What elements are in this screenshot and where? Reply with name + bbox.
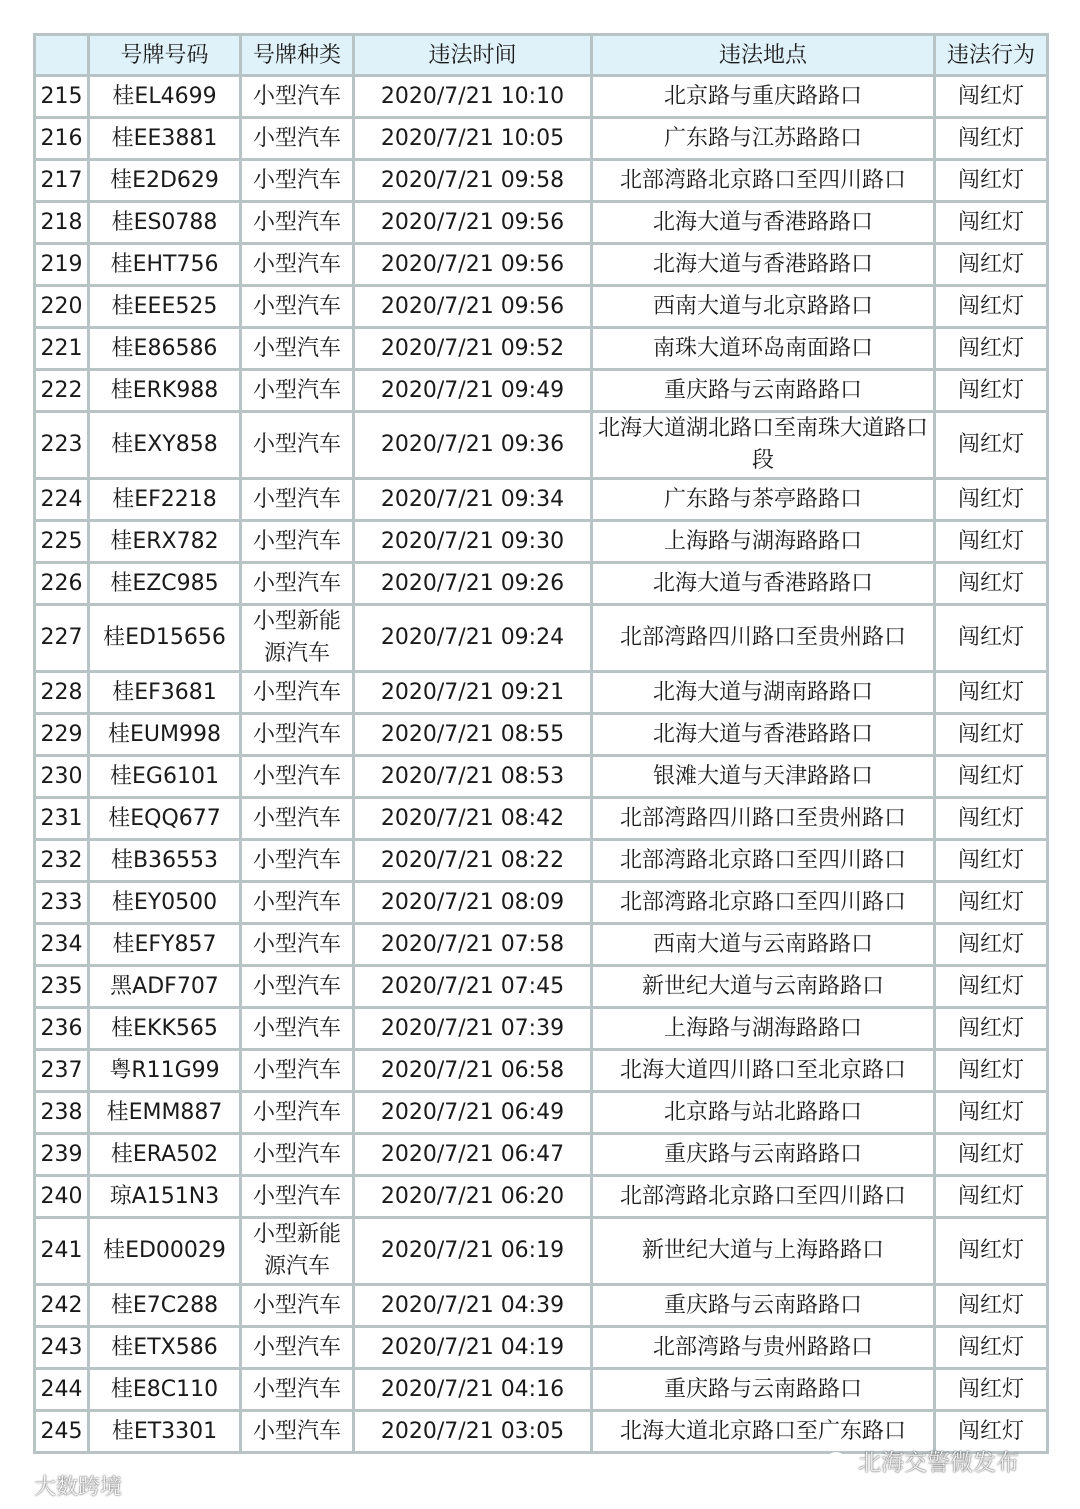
cell-violation-location: 北海大道与湖南路路口 — [592, 672, 935, 714]
cell-violation-location: 广东路与江苏路路口 — [592, 118, 935, 160]
cell-violation-time: 2020/7/21 08:09 — [354, 882, 592, 924]
cell-seq: 216 — [35, 118, 89, 160]
cell-seq: 239 — [35, 1134, 89, 1176]
cell-violation-location: 新世纪大道与云南路路口 — [592, 966, 935, 1008]
cell-plate-type: 小型汽车 — [241, 370, 354, 412]
cell-violation-behavior: 闯红灯 — [935, 412, 1048, 479]
table-body — [35, 76, 1048, 1453]
cell-plate-number: 桂ERK988 — [89, 370, 241, 412]
cell-violation-behavior: 闯红灯 — [935, 370, 1048, 412]
cell-seq: 225 — [35, 521, 89, 563]
cell-plate-number: 桂EMM887 — [89, 1092, 241, 1134]
header-violation-time: 违法时间 — [354, 35, 592, 76]
cell-seq: 230 — [35, 756, 89, 798]
cell-plate-type: 小型汽车 — [241, 1176, 354, 1218]
cell-violation-time: 2020/7/21 10:05 — [354, 118, 592, 160]
cell-plate-type: 小型汽车 — [241, 1285, 354, 1327]
table-row — [35, 160, 1048, 202]
cell-seq: 235 — [35, 966, 89, 1008]
table-row — [35, 1285, 1048, 1327]
cell-violation-time: 2020/7/21 03:05 — [354, 1411, 592, 1453]
cell-plate-number: 桂ERX782 — [89, 521, 241, 563]
cell-plate-type: 小型新能源汽车 — [241, 605, 354, 672]
cell-violation-location: 北部湾路北京路口至四川路口 — [592, 1176, 935, 1218]
cell-plate-type: 小型汽车 — [241, 882, 354, 924]
table-row — [35, 244, 1048, 286]
cell-violation-time: 2020/7/21 09:52 — [354, 328, 592, 370]
cell-violation-behavior: 闯红灯 — [935, 1369, 1048, 1411]
header-violation-behavior: 违法行为 — [935, 35, 1048, 76]
cell-violation-location: 南珠大道环岛南面路口 — [592, 328, 935, 370]
cell-violation-time: 2020/7/21 06:58 — [354, 1050, 592, 1092]
watermark-right-text: 北海交警微发布 — [858, 1450, 1019, 1476]
cell-violation-time: 2020/7/21 06:49 — [354, 1092, 592, 1134]
table-row — [35, 966, 1048, 1008]
table-row — [35, 714, 1048, 756]
cell-violation-time: 2020/7/21 09:36 — [354, 412, 592, 479]
cell-violation-behavior: 闯红灯 — [935, 1092, 1048, 1134]
cell-violation-location: 北部湾路与贵州路路口 — [592, 1327, 935, 1369]
cell-plate-number: 桂EXY858 — [89, 412, 241, 479]
violation-table — [33, 33, 1049, 1454]
cell-seq: 241 — [35, 1218, 89, 1285]
cell-plate-number: 桂E86586 — [89, 328, 241, 370]
cell-violation-time: 2020/7/21 04:39 — [354, 1285, 592, 1327]
table-row — [35, 563, 1048, 605]
cell-violation-location: 上海路与湖海路路口 — [592, 1008, 935, 1050]
cell-violation-time: 2020/7/21 09:26 — [354, 563, 592, 605]
cell-plate-number: 桂ES0788 — [89, 202, 241, 244]
cell-violation-location: 重庆路与云南路路口 — [592, 1369, 935, 1411]
cell-violation-behavior: 闯红灯 — [935, 202, 1048, 244]
table-row — [35, 672, 1048, 714]
cell-plate-type: 小型汽车 — [241, 412, 354, 479]
cell-plate-type: 小型汽车 — [241, 76, 354, 118]
cell-seq: 224 — [35, 479, 89, 521]
cell-plate-type: 小型汽车 — [241, 1369, 354, 1411]
cell-violation-location: 上海路与湖海路路口 — [592, 521, 935, 563]
cell-violation-time: 2020/7/21 06:47 — [354, 1134, 592, 1176]
cell-violation-behavior: 闯红灯 — [935, 1008, 1048, 1050]
cell-plate-type: 小型汽车 — [241, 1050, 354, 1092]
cell-plate-number: 桂E7C288 — [89, 1285, 241, 1327]
cell-seq: 236 — [35, 1008, 89, 1050]
cell-plate-type: 小型汽车 — [241, 160, 354, 202]
cell-violation-behavior: 闯红灯 — [935, 1218, 1048, 1285]
logo-icon — [4, 1475, 30, 1497]
cell-plate-number: 桂ET3301 — [89, 1411, 241, 1453]
cell-violation-behavior: 闯红灯 — [935, 672, 1048, 714]
cell-plate-number: 桂B36553 — [89, 840, 241, 882]
cell-plate-number: 桂EFY857 — [89, 924, 241, 966]
cell-seq: 243 — [35, 1327, 89, 1369]
table-row — [35, 1327, 1048, 1369]
cell-seq: 229 — [35, 714, 89, 756]
cell-plate-type: 小型汽车 — [241, 840, 354, 882]
cell-violation-time: 2020/7/21 09:49 — [354, 370, 592, 412]
table-row — [35, 1134, 1048, 1176]
cell-violation-location: 银滩大道与天津路路口 — [592, 756, 935, 798]
table-row — [35, 840, 1048, 882]
cell-violation-time: 2020/7/21 08:55 — [354, 714, 592, 756]
cell-violation-location: 北海大道北京路口至广东路口 — [592, 1411, 935, 1453]
cell-plate-number: 桂ED00029 — [89, 1218, 241, 1285]
cell-plate-number: 桂EQQ677 — [89, 798, 241, 840]
cell-violation-location: 北海大道湖北路口至南珠大道路口段 — [592, 412, 935, 479]
table-row — [35, 412, 1048, 479]
table-row — [35, 1092, 1048, 1134]
table-row — [35, 76, 1048, 118]
cell-violation-behavior: 闯红灯 — [935, 563, 1048, 605]
cell-plate-number: 琼A151N3 — [89, 1176, 241, 1218]
table-row — [35, 798, 1048, 840]
cell-violation-time: 2020/7/21 07:39 — [354, 1008, 592, 1050]
cell-seq: 215 — [35, 76, 89, 118]
cell-violation-location: 北部湾路四川路口至贵州路口 — [592, 605, 935, 672]
table-row — [35, 605, 1048, 672]
cell-violation-location: 北海大道与香港路路口 — [592, 202, 935, 244]
cell-violation-behavior: 闯红灯 — [935, 328, 1048, 370]
cell-violation-time: 2020/7/21 04:16 — [354, 1369, 592, 1411]
cell-violation-location: 重庆路与云南路路口 — [592, 1285, 935, 1327]
cell-plate-number: 桂EZC985 — [89, 563, 241, 605]
cell-violation-behavior: 闯红灯 — [935, 605, 1048, 672]
cell-seq: 226 — [35, 563, 89, 605]
cell-violation-time: 2020/7/21 06:19 — [354, 1218, 592, 1285]
cell-violation-location: 北海大道与香港路路口 — [592, 563, 935, 605]
cell-seq: 218 — [35, 202, 89, 244]
cell-violation-time: 2020/7/21 06:20 — [354, 1176, 592, 1218]
table-row — [35, 118, 1048, 160]
cell-violation-location: 北京路与重庆路路口 — [592, 76, 935, 118]
cell-violation-behavior: 闯红灯 — [935, 882, 1048, 924]
cell-seq: 238 — [35, 1092, 89, 1134]
cell-violation-behavior: 闯红灯 — [935, 160, 1048, 202]
header-plate-number: 号牌号码 — [89, 35, 241, 76]
cell-plate-type: 小型汽车 — [241, 756, 354, 798]
wechat-icon — [826, 1450, 852, 1472]
table-row — [35, 202, 1048, 244]
cell-violation-behavior: 闯红灯 — [935, 1176, 1048, 1218]
cell-plate-number: 桂E2D629 — [89, 160, 241, 202]
cell-violation-behavior: 闯红灯 — [935, 479, 1048, 521]
cell-plate-number: 桂EHT756 — [89, 244, 241, 286]
cell-violation-time: 2020/7/21 08:22 — [354, 840, 592, 882]
cell-plate-type: 小型汽车 — [241, 672, 354, 714]
cell-plate-type: 小型汽车 — [241, 1327, 354, 1369]
cell-violation-location: 北部湾路北京路口至四川路口 — [592, 840, 935, 882]
header-row — [35, 35, 1048, 76]
cell-plate-number: 桂EY0500 — [89, 882, 241, 924]
header-plate-type: 号牌种类 — [241, 35, 354, 76]
cell-violation-time: 2020/7/21 09:58 — [354, 160, 592, 202]
cell-violation-location: 北京路与站北路路口 — [592, 1092, 935, 1134]
cell-seq: 219 — [35, 244, 89, 286]
table-row — [35, 1008, 1048, 1050]
cell-plate-type: 小型汽车 — [241, 479, 354, 521]
cell-violation-location: 广东路与茶亭路路口 — [592, 479, 935, 521]
cell-violation-behavior: 闯红灯 — [935, 840, 1048, 882]
table-row — [35, 328, 1048, 370]
cell-plate-type: 小型汽车 — [241, 286, 354, 328]
cell-seq: 227 — [35, 605, 89, 672]
cell-violation-location: 北部湾路北京路口至四川路口 — [592, 882, 935, 924]
cell-seq: 221 — [35, 328, 89, 370]
cell-violation-location: 西南大道与云南路路口 — [592, 924, 935, 966]
cell-seq: 232 — [35, 840, 89, 882]
cell-violation-time: 2020/7/21 04:19 — [354, 1327, 592, 1369]
cell-violation-time: 2020/7/21 07:58 — [354, 924, 592, 966]
cell-plate-number: 桂ETX586 — [89, 1327, 241, 1369]
cell-plate-type: 小型汽车 — [241, 244, 354, 286]
table-row — [35, 1369, 1048, 1411]
cell-violation-behavior: 闯红灯 — [935, 1411, 1048, 1453]
cell-violation-time: 2020/7/21 07:45 — [354, 966, 592, 1008]
cell-plate-type: 小型汽车 — [241, 1008, 354, 1050]
source-watermark — [4, 1470, 122, 1501]
cell-violation-behavior: 闯红灯 — [935, 1285, 1048, 1327]
cell-violation-behavior: 闯红灯 — [935, 798, 1048, 840]
cell-violation-behavior: 闯红灯 — [935, 244, 1048, 286]
cell-violation-time: 2020/7/21 08:53 — [354, 756, 592, 798]
cell-plate-type: 小型汽车 — [241, 328, 354, 370]
cell-plate-number: 桂EF2218 — [89, 479, 241, 521]
cell-violation-behavior: 闯红灯 — [935, 1327, 1048, 1369]
cell-violation-time: 2020/7/21 09:34 — [354, 479, 592, 521]
cell-violation-location: 北海大道四川路口至北京路口 — [592, 1050, 935, 1092]
cell-seq: 233 — [35, 882, 89, 924]
table-row — [35, 1176, 1048, 1218]
cell-plate-number: 桂EKK565 — [89, 1008, 241, 1050]
cell-violation-location: 重庆路与云南路路口 — [592, 1134, 935, 1176]
cell-plate-number: 桂ERA502 — [89, 1134, 241, 1176]
cell-seq: 228 — [35, 672, 89, 714]
table-row — [35, 521, 1048, 563]
table-header — [35, 35, 1048, 76]
cell-violation-behavior: 闯红灯 — [935, 714, 1048, 756]
table-row — [35, 479, 1048, 521]
cell-violation-time: 2020/7/21 09:21 — [354, 672, 592, 714]
cell-violation-location: 新世纪大道与上海路路口 — [592, 1218, 935, 1285]
table-row — [35, 1050, 1048, 1092]
cell-seq: 240 — [35, 1176, 89, 1218]
cell-plate-number: 桂EEE525 — [89, 286, 241, 328]
cell-plate-number: 桂EE3881 — [89, 118, 241, 160]
cell-plate-type: 小型汽车 — [241, 1134, 354, 1176]
cell-seq: 234 — [35, 924, 89, 966]
cell-seq: 222 — [35, 370, 89, 412]
table-row — [35, 370, 1048, 412]
cell-violation-time: 2020/7/21 09:24 — [354, 605, 592, 672]
cell-plate-type: 小型汽车 — [241, 563, 354, 605]
cell-violation-location: 北海大道与香港路路口 — [592, 714, 935, 756]
cell-plate-type: 小型汽车 — [241, 118, 354, 160]
cell-plate-number: 桂EL4699 — [89, 76, 241, 118]
cell-violation-behavior: 闯红灯 — [935, 76, 1048, 118]
cell-violation-time: 2020/7/21 09:56 — [354, 202, 592, 244]
cell-violation-location: 北部湾路北京路口至四川路口 — [592, 160, 935, 202]
cell-plate-type: 小型新能源汽车 — [241, 1218, 354, 1285]
cell-violation-behavior: 闯红灯 — [935, 118, 1048, 160]
cell-plate-type: 小型汽车 — [241, 1411, 354, 1453]
cell-plate-number: 黑ADF707 — [89, 966, 241, 1008]
cell-violation-behavior: 闯红灯 — [935, 924, 1048, 966]
cell-seq: 220 — [35, 286, 89, 328]
cell-plate-number: 粤R11G99 — [89, 1050, 241, 1092]
cell-violation-location: 西南大道与北京路路口 — [592, 286, 935, 328]
cell-violation-time: 2020/7/21 09:30 — [354, 521, 592, 563]
header-seq — [35, 35, 89, 76]
cell-plate-number: 桂EUM998 — [89, 714, 241, 756]
cell-violation-time: 2020/7/21 09:56 — [354, 244, 592, 286]
header-violation-location: 违法地点 — [592, 35, 935, 76]
table-row — [35, 882, 1048, 924]
cell-violation-location: 北部湾路四川路口至贵州路口 — [592, 798, 935, 840]
cell-violation-behavior: 闯红灯 — [935, 1050, 1048, 1092]
cell-violation-behavior: 闯红灯 — [935, 1134, 1048, 1176]
cell-plate-type: 小型汽车 — [241, 202, 354, 244]
table-row — [35, 286, 1048, 328]
cell-violation-behavior: 闯红灯 — [935, 286, 1048, 328]
cell-violation-behavior: 闯红灯 — [935, 966, 1048, 1008]
cell-violation-behavior: 闯红灯 — [935, 521, 1048, 563]
publisher-watermark — [826, 1444, 1019, 1477]
cell-plate-number: 桂ED15656 — [89, 605, 241, 672]
cell-seq: 237 — [35, 1050, 89, 1092]
cell-violation-location: 重庆路与云南路路口 — [592, 370, 935, 412]
cell-violation-time: 2020/7/21 10:10 — [354, 76, 592, 118]
cell-plate-type: 小型汽车 — [241, 714, 354, 756]
watermark-left-text: 大数跨境 — [34, 1475, 123, 1500]
cell-plate-number: 桂EF3681 — [89, 672, 241, 714]
cell-seq: 245 — [35, 1411, 89, 1453]
table-row — [35, 756, 1048, 798]
cell-plate-type: 小型汽车 — [241, 521, 354, 563]
cell-seq: 223 — [35, 412, 89, 479]
cell-violation-time: 2020/7/21 09:56 — [354, 286, 592, 328]
cell-violation-time: 2020/7/21 08:42 — [354, 798, 592, 840]
cell-plate-type: 小型汽车 — [241, 966, 354, 1008]
table-row — [35, 1218, 1048, 1285]
cell-plate-number: 桂EG6101 — [89, 756, 241, 798]
cell-violation-behavior: 闯红灯 — [935, 756, 1048, 798]
cell-seq: 217 — [35, 160, 89, 202]
cell-plate-type: 小型汽车 — [241, 1092, 354, 1134]
cell-seq: 231 — [35, 798, 89, 840]
cell-plate-type: 小型汽车 — [241, 798, 354, 840]
cell-violation-location: 北海大道与香港路路口 — [592, 244, 935, 286]
cell-seq: 244 — [35, 1369, 89, 1411]
cell-seq: 242 — [35, 1285, 89, 1327]
cell-plate-number: 桂E8C110 — [89, 1369, 241, 1411]
table-row — [35, 924, 1048, 966]
cell-plate-type: 小型汽车 — [241, 924, 354, 966]
